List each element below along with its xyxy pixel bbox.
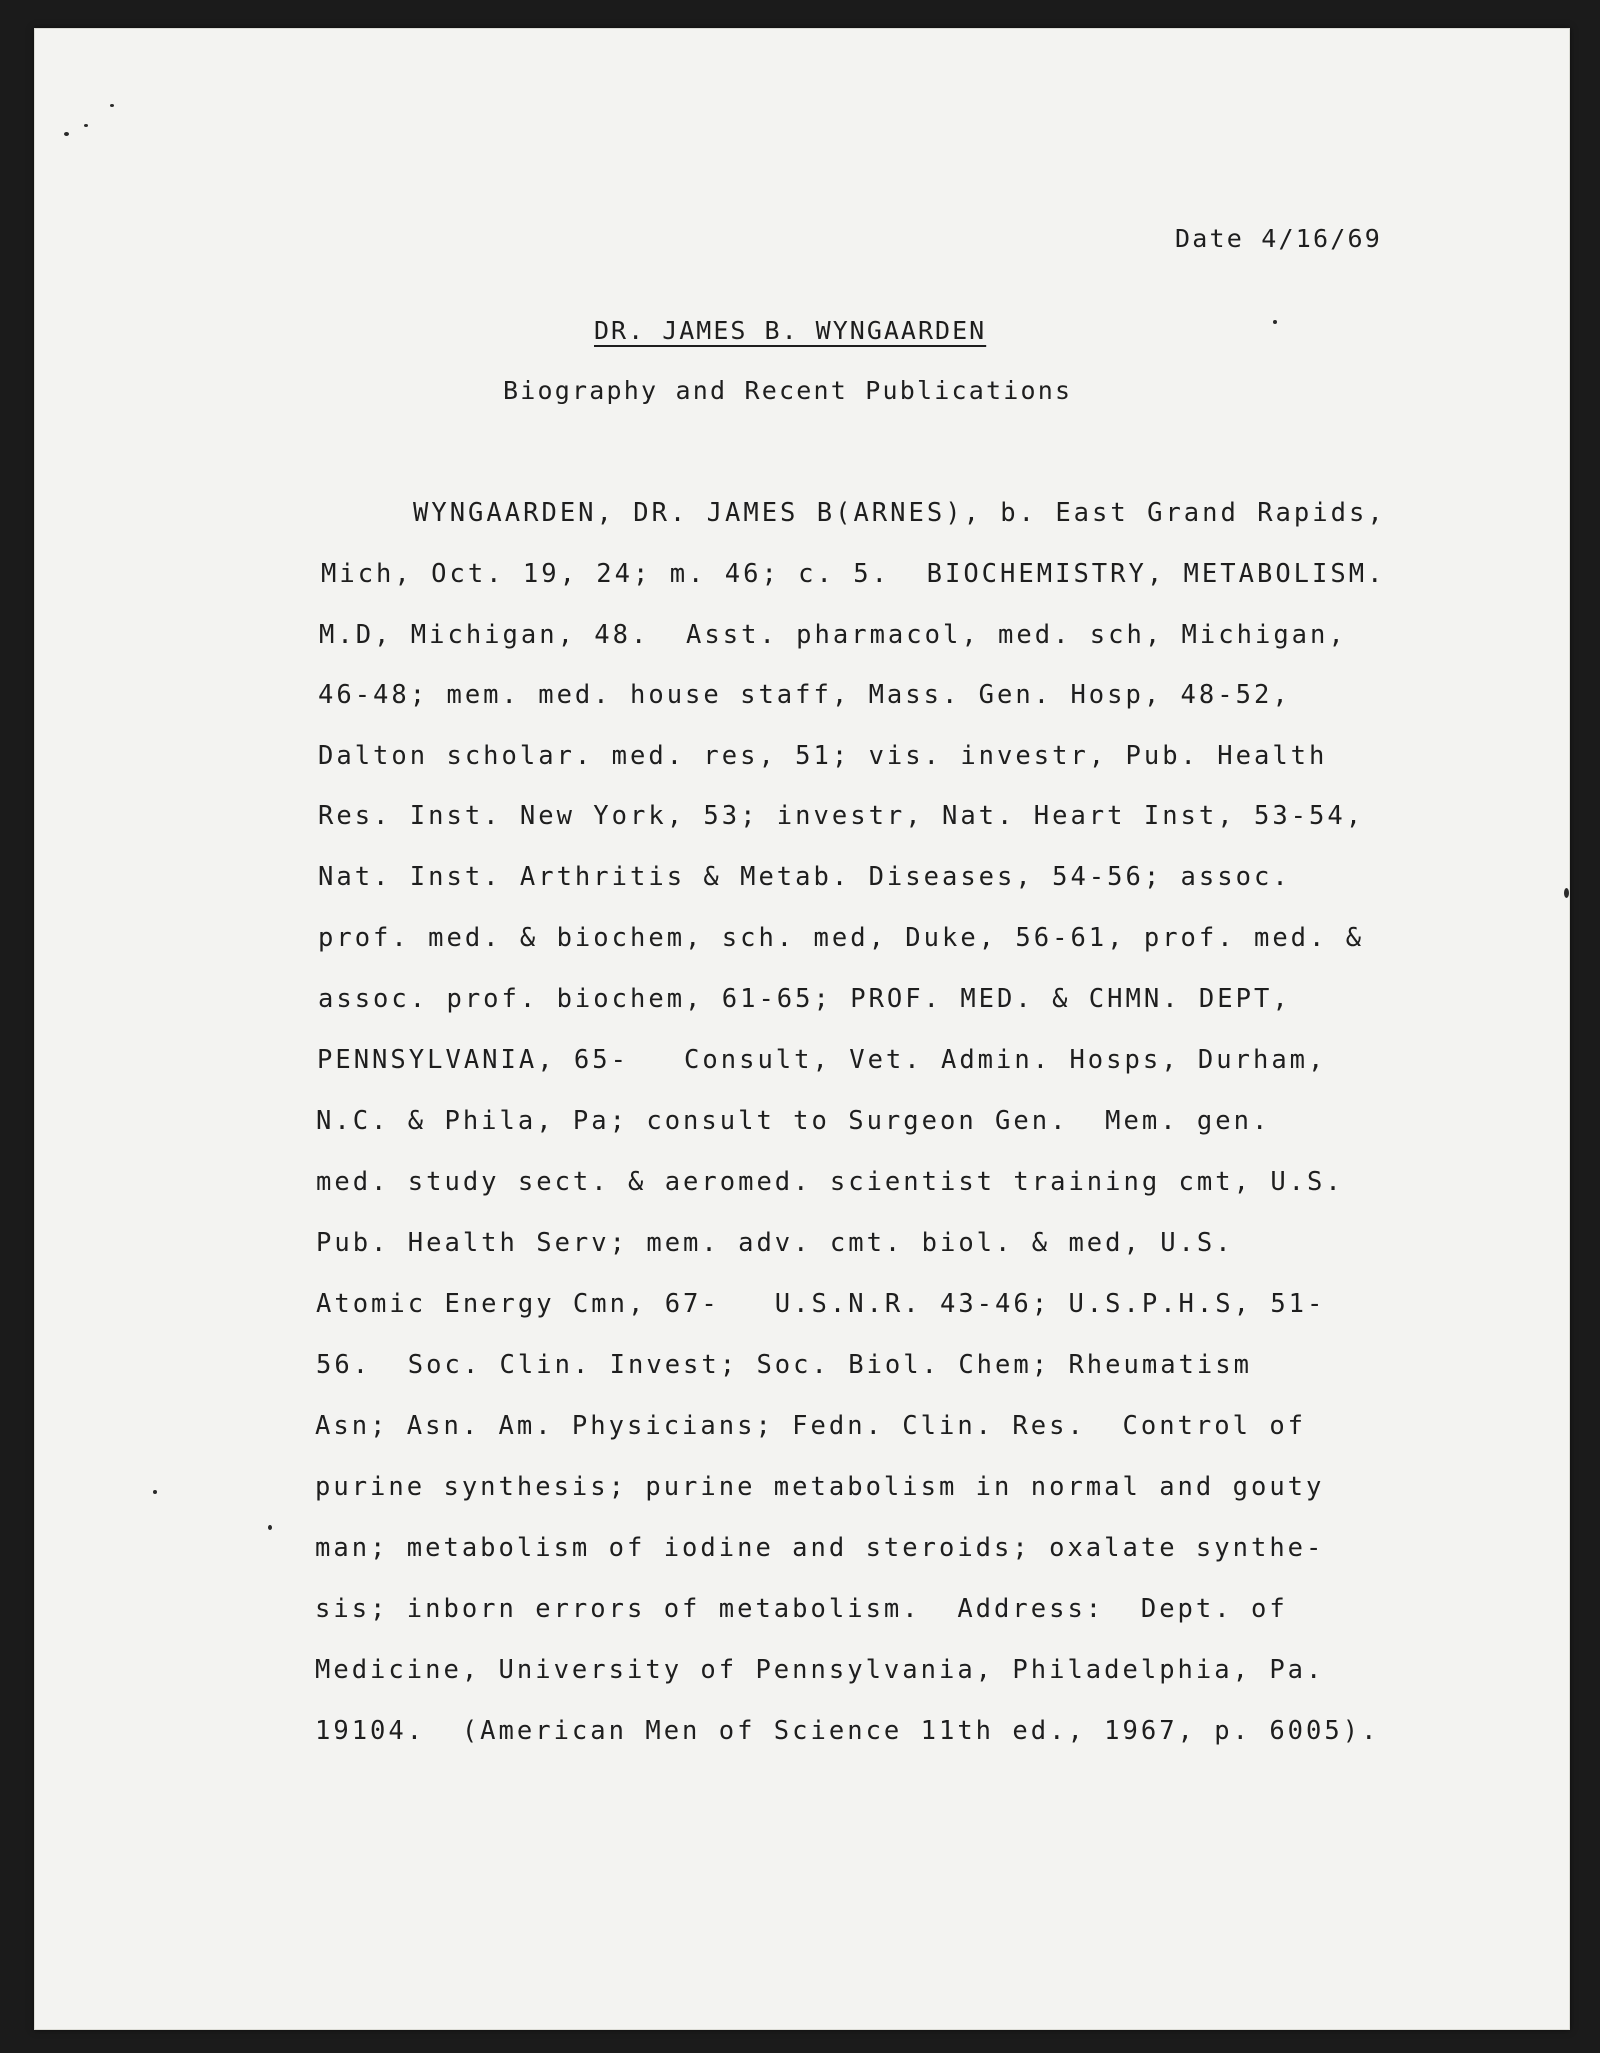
document-title: DR. JAMES B. WYNGAARDEN <box>594 316 987 345</box>
paper-speck <box>268 1525 272 1530</box>
body-line: Nat. Inst. Arthritis & Metab. Diseases, 54-56; assoc. <box>318 862 1291 892</box>
document-page <box>34 28 1570 2030</box>
body-line: 46-48; mem. med. house staff, Mass. Gen. Hosp, 48-52, <box>318 680 1291 710</box>
body-line: PENNSYLVANIA, 65- Consult, Vet. Admin. Hosps, Durham, <box>317 1045 1327 1075</box>
paper-speck <box>110 104 114 107</box>
body-line: Pub. Health Serv; mem. adv. cmt. biol. & med, U.S. <box>316 1228 1234 1258</box>
paper-speck <box>153 1490 157 1494</box>
body-line: WYNGAARDEN, DR. JAMES B(ARNES), b. East Grand Rapids, <box>413 498 1386 528</box>
body-line: 19104. (American Men of Science 11th ed., 1967, p. 6005). <box>315 1716 1380 1746</box>
body-line: prof. med. & biochem, sch. med, Duke, 56-61, prof. med. & <box>318 923 1365 953</box>
document-subtitle: Biography and Recent Publications <box>503 376 1073 405</box>
paper-speck <box>84 124 88 127</box>
body-line: N.C. & Phila, Pa; consult to Surgeon Gen. Mem. gen. <box>316 1106 1271 1136</box>
body-line: Medicine, University of Pennsylvania, Philadelphia, Pa. <box>315 1655 1325 1685</box>
body-line: assoc. prof. biochem, 61-65; PROF. MED. & CHMN. DEPT, <box>318 984 1291 1014</box>
paper-speck <box>1273 320 1277 324</box>
document-date: Date 4/16/69 <box>1175 224 1383 253</box>
body-line: man; metabolism of iodine and steroids; oxalate synthe- <box>315 1533 1325 1563</box>
body-line: Asn; Asn. Am. Physicians; Fedn. Clin. Res. Control of <box>315 1411 1307 1441</box>
body-line: Mich, Oct. 19, 24; m. 46; c. 5. BIOCHEMISTRY, METABOLISM. <box>321 559 1386 589</box>
paper-speck <box>1564 888 1569 898</box>
paper-speck <box>64 132 69 136</box>
body-line: 56. Soc. Clin. Invest; Soc. Biol. Chem; Rheumatism <box>316 1350 1252 1380</box>
body-line: med. study sect. & aeromed. scientist training cmt, U.S. <box>316 1167 1344 1197</box>
body-line: purine synthesis; purine metabolism in normal and gouty <box>315 1472 1325 1502</box>
body-line: Dalton scholar. med. res, 51; vis. investr, Pub. Health <box>318 741 1328 771</box>
body-line: M.D, Michigan, 48. Asst. pharmacol, med. sch, Michigan, <box>319 620 1347 650</box>
body-line: Res. Inst. New York, 53; investr, Nat. Heart Inst, 53-54, <box>318 801 1365 831</box>
body-line: sis; inborn errors of metabolism. Address: Dept. of <box>315 1594 1288 1624</box>
body-line: Atomic Energy Cmn, 67- U.S.N.R. 43-46; U.S.P.H.S, 51- <box>316 1289 1326 1319</box>
